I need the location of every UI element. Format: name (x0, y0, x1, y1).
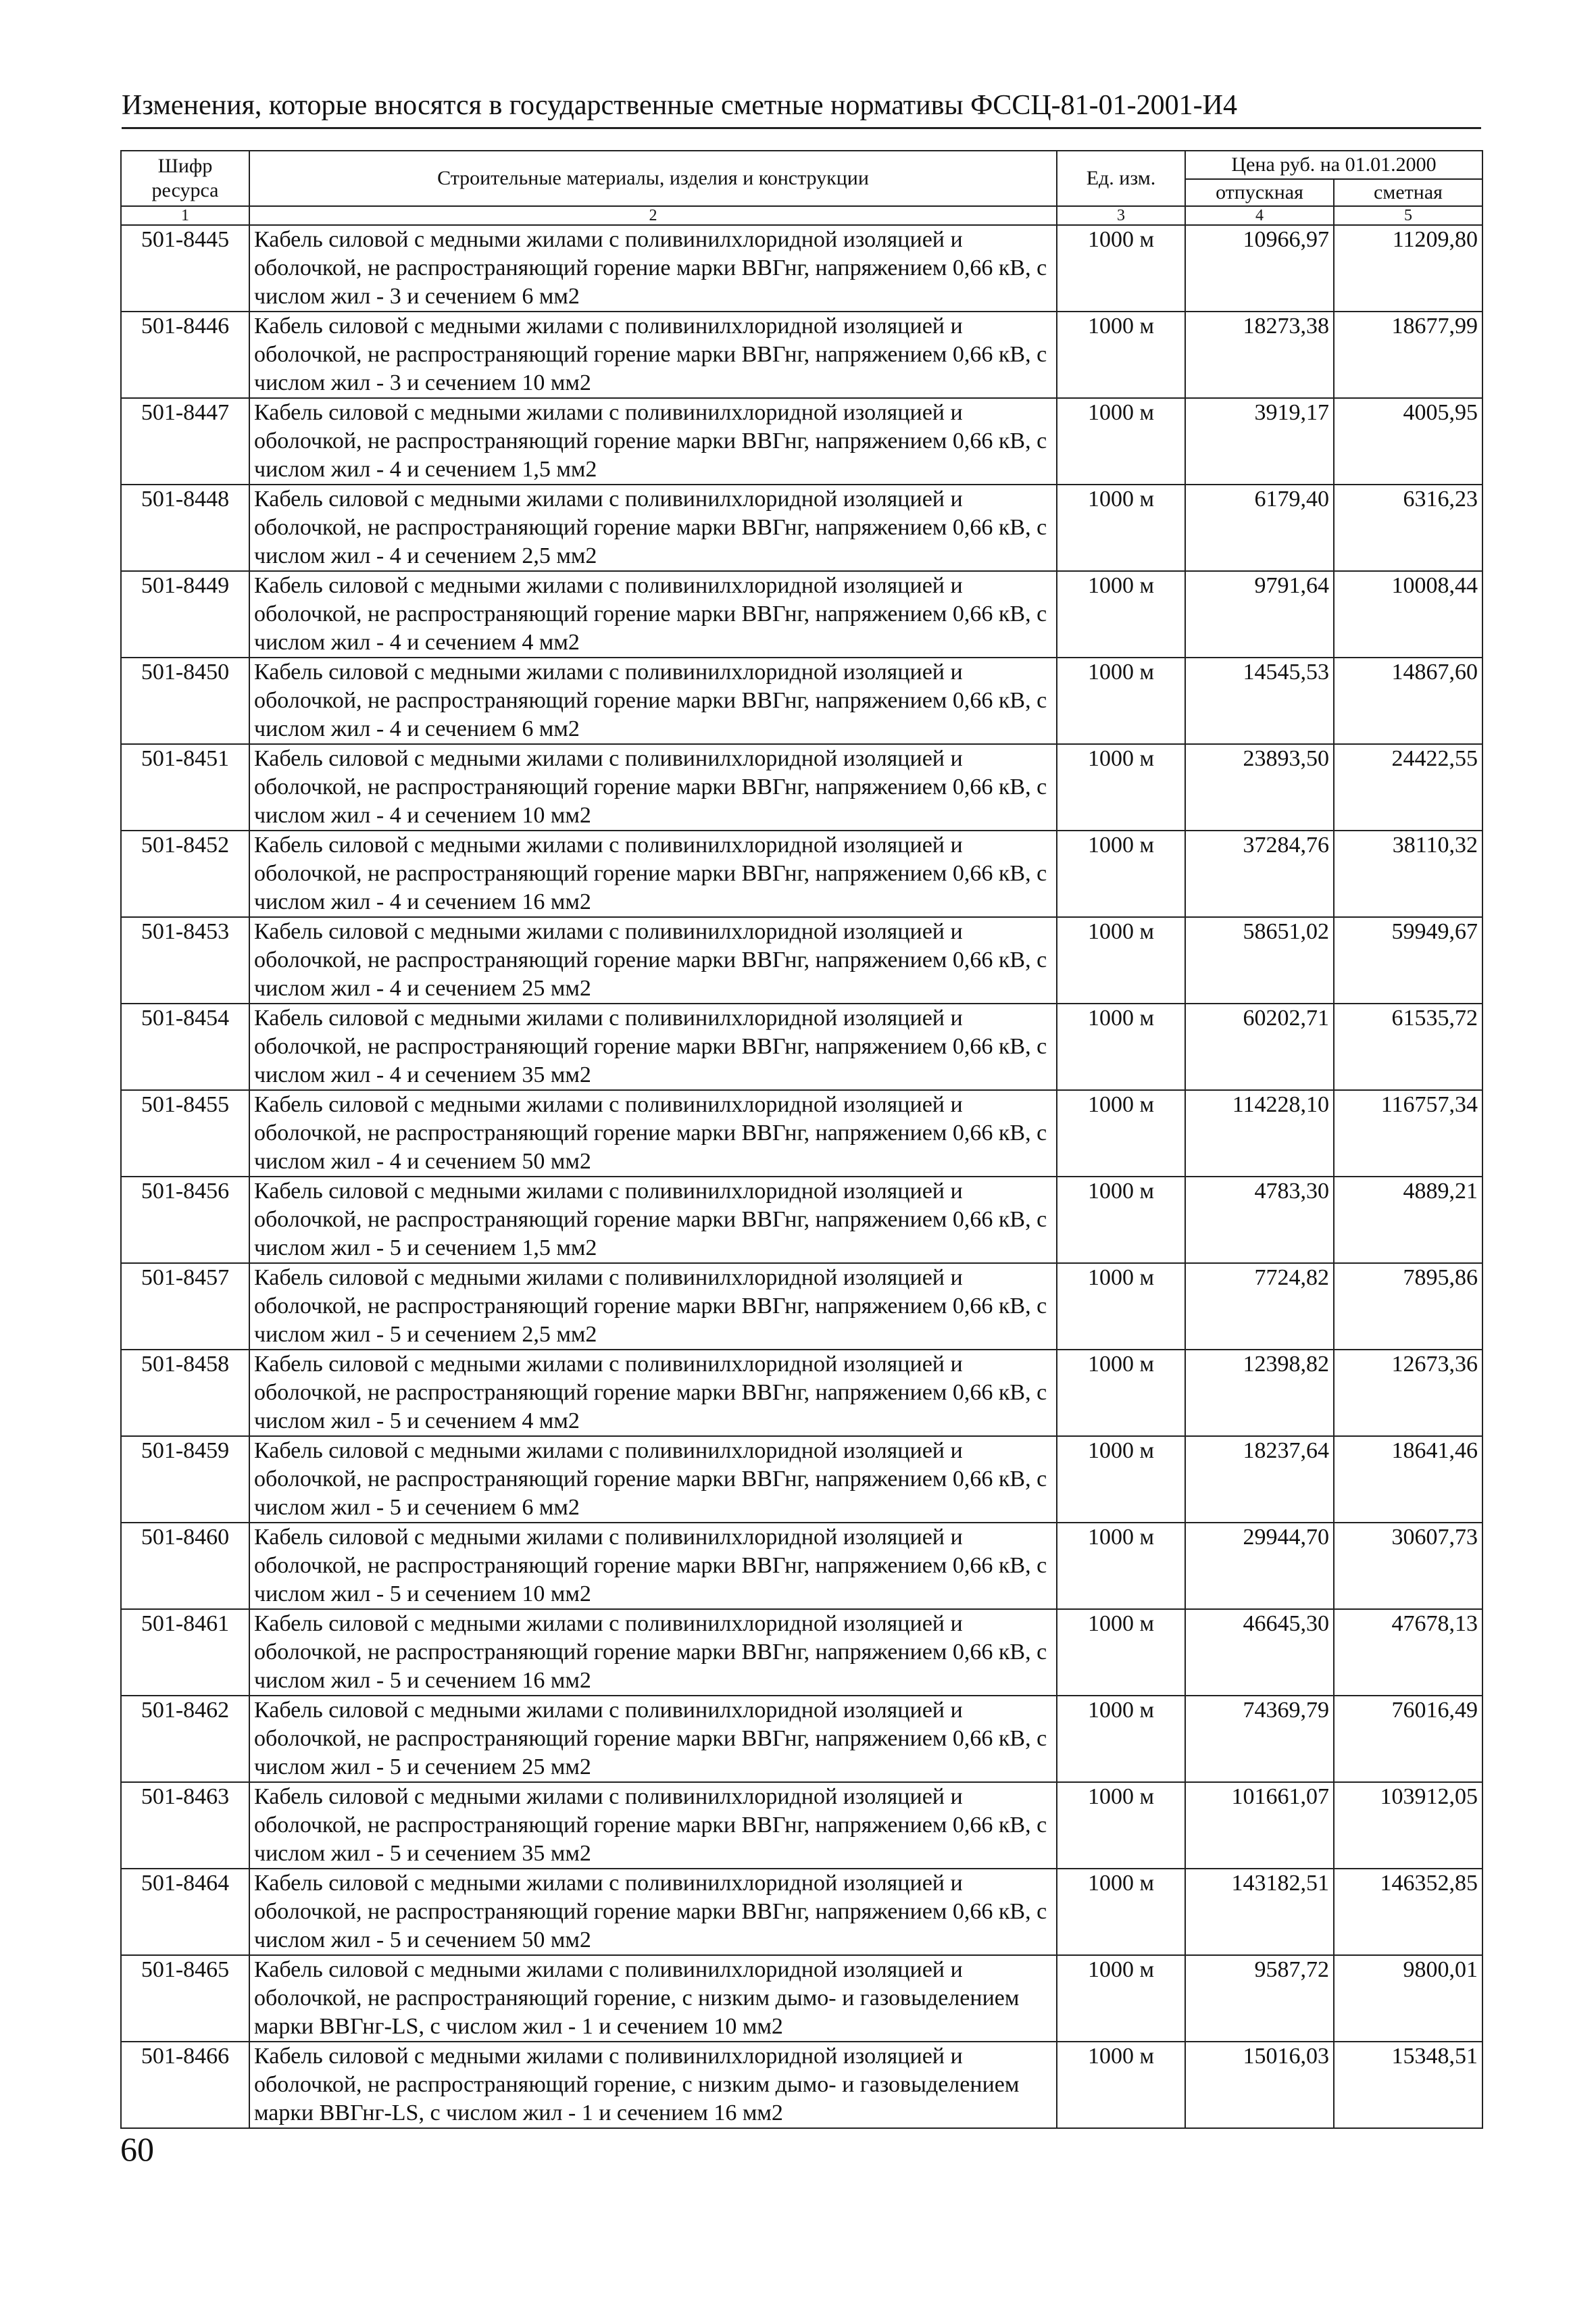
table-body (121, 225, 1482, 2128)
resource-code: 501-8453 (121, 917, 249, 1004)
resource-name: Кабель силовой с медными жилами с поливинилхлоридной изоляцией и оболочкой, не распространяющий горение марки ВВГнг, напряжением 0,66 кВ, с числом жил - 5 и сечением 25 мм2 (249, 1696, 1057, 1782)
estimate-price: 6316,23 (1334, 485, 1482, 571)
resource-name: Кабель силовой с медными жилами с поливинилхлоридной изоляцией и оболочкой, не распространяющий горение марки ВВГнг, напряжением 0,66 кВ, с числом жил - 5 и сечением 2,5 мм2 (249, 1263, 1057, 1350)
estimate-price: 76016,49 (1334, 1696, 1482, 1782)
release-price: 143182,51 (1185, 1869, 1334, 1955)
resource-code: 501-8445 (121, 225, 249, 312)
resource-unit: 1000 м (1057, 312, 1185, 398)
release-price: 18273,38 (1185, 312, 1334, 398)
release-price: 3919,17 (1185, 398, 1334, 485)
resource-unit: 1000 м (1057, 225, 1185, 312)
table-row (121, 312, 1482, 398)
table-row (121, 485, 1482, 571)
col-header-release-price: отпускная (1185, 179, 1334, 206)
resource-unit: 1000 м (1057, 1869, 1185, 1955)
resource-name: Кабель силовой с медными жилами с поливинилхлоридной изоляцией и оболочкой, не распространяющий горение марки ВВГнг, напряжением 0,66 кВ, с числом жил - 5 и сечением 10 мм2 (249, 1523, 1057, 1609)
resource-code: 501-8462 (121, 1696, 249, 1782)
column-number: 3 (1057, 206, 1185, 225)
resource-name: Кабель силовой с медными жилами с поливинилхлоридной изоляцией и оболочкой, не распространяющий горение марки ВВГнг, напряжением 0,66 кВ, с числом жил - 4 и сечением 16 мм2 (249, 831, 1057, 917)
estimate-price: 30607,73 (1334, 1523, 1482, 1609)
estimate-price: 146352,85 (1334, 1869, 1482, 1955)
resource-unit: 1000 м (1057, 1436, 1185, 1523)
col-header-estimate-price: сметная (1334, 179, 1482, 206)
resource-name: Кабель силовой с медными жилами с поливинилхлоридной изоляцией и оболочкой, не распространяющий горение марки ВВГнг, напряжением 0,66 кВ, с числом жил - 5 и сечением 1,5 мм2 (249, 1177, 1057, 1263)
resource-unit: 1000 м (1057, 1263, 1185, 1350)
resource-unit: 1000 м (1057, 1696, 1185, 1782)
table-row (121, 1090, 1482, 1177)
table-row (121, 1869, 1482, 1955)
release-price: 18237,64 (1185, 1436, 1334, 1523)
resource-name: Кабель силовой с медными жилами с поливинилхлоридной изоляцией и оболочкой, не распространяющий горение марки ВВГнг, напряжением 0,66 кВ, с числом жил - 3 и сечением 10 мм2 (249, 312, 1057, 398)
table-row (121, 1609, 1482, 1696)
release-price: 10966,97 (1185, 225, 1334, 312)
release-price: 37284,76 (1185, 831, 1334, 917)
table-row (121, 1436, 1482, 1523)
resource-name: Кабель силовой с медными жилами с поливинилхлоридной изоляцией и оболочкой, не распространяющий горение, с низким дымо- и газовыделением марки ВВГнг-LS, с числом жил - 1 и сечением 10 мм2 (249, 1955, 1057, 2042)
page-number: 60 (120, 2130, 154, 2168)
resource-name: Кабель силовой с медными жилами с поливинилхлоридной изоляцией и оболочкой, не распространяющий горение марки ВВГнг, напряжением 0,66 кВ, с числом жил - 4 и сечением 35 мм2 (249, 1004, 1057, 1090)
estimate-price: 103912,05 (1334, 1782, 1482, 1869)
release-price: 9791,64 (1185, 571, 1334, 658)
resource-code: 501-8463 (121, 1782, 249, 1869)
col-header-code: Шифр ресурса (121, 151, 249, 206)
resource-unit: 1000 м (1057, 1090, 1185, 1177)
release-price: 23893,50 (1185, 744, 1334, 831)
col-header-name: Строительные материалы, изделия и конструкции (249, 151, 1057, 206)
resource-code: 501-8452 (121, 831, 249, 917)
page-header-title: Изменения, которые вносятся в государственные сметные нормативы ФССЦ-81-01-2001-И4 (122, 90, 1237, 121)
resource-unit: 1000 м (1057, 1004, 1185, 1090)
resource-code: 501-8451 (121, 744, 249, 831)
release-price: 14545,53 (1185, 658, 1334, 744)
estimate-price: 10008,44 (1334, 571, 1482, 658)
col-header-price-group: Цена руб. на 01.01.2000 (1185, 151, 1482, 179)
release-price: 15016,03 (1185, 2042, 1334, 2128)
resource-name: Кабель силовой с медными жилами с поливинилхлоридной изоляцией и оболочкой, не распространяющий горение марки ВВГнг, напряжением 0,66 кВ, с числом жил - 4 и сечением 2,5 мм2 (249, 485, 1057, 571)
resource-unit: 1000 м (1057, 1177, 1185, 1263)
resource-name: Кабель силовой с медными жилами с поливинилхлоридной изоляцией и оболочкой, не распространяющий горение марки ВВГнг, напряжением 0,66 кВ, с числом жил - 5 и сечением 35 мм2 (249, 1782, 1057, 1869)
release-price: 46645,30 (1185, 1609, 1334, 1696)
resource-unit: 1000 м (1057, 398, 1185, 485)
release-price: 6179,40 (1185, 485, 1334, 571)
resource-unit: 1000 м (1057, 2042, 1185, 2128)
resource-code: 501-8449 (121, 571, 249, 658)
resource-name: Кабель силовой с медными жилами с поливинилхлоридной изоляцией и оболочкой, не распространяющий горение марки ВВГнг, напряжением 0,66 кВ, с числом жил - 4 и сечением 25 мм2 (249, 917, 1057, 1004)
release-price: 9587,72 (1185, 1955, 1334, 2042)
table-row (121, 831, 1482, 917)
resource-name: Кабель силовой с медными жилами с поливинилхлоридной изоляцией и оболочкой, не распространяющий горение марки ВВГнг, напряжением 0,66 кВ, с числом жил - 4 и сечением 6 мм2 (249, 658, 1057, 744)
estimate-price: 47678,13 (1334, 1609, 1482, 1696)
table-row (121, 2042, 1482, 2128)
resource-name: Кабель силовой с медными жилами с поливинилхлоридной изоляцией и оболочкой, не распространяющий горение, с низким дымо- и газовыделением марки ВВГнг-LS, с числом жил - 1 и сечением 16 мм2 (249, 2042, 1057, 2128)
resource-name: Кабель силовой с медными жилами с поливинилхлоридной изоляцией и оболочкой, не распространяющий горение марки ВВГнг, напряжением 0,66 кВ, с числом жил - 4 и сечением 50 мм2 (249, 1090, 1057, 1177)
table-row (121, 1004, 1482, 1090)
header-rule (122, 127, 1481, 129)
release-price: 4783,30 (1185, 1177, 1334, 1263)
table-row (121, 1782, 1482, 1869)
estimate-price: 38110,32 (1334, 831, 1482, 917)
estimate-price: 61535,72 (1334, 1004, 1482, 1090)
resource-unit: 1000 м (1057, 485, 1185, 571)
resource-name: Кабель силовой с медными жилами с поливинилхлоридной изоляцией и оболочкой, не распространяющий горение марки ВВГнг, напряжением 0,66 кВ, с числом жил - 5 и сечением 4 мм2 (249, 1350, 1057, 1436)
table-header (121, 151, 1482, 225)
resource-code: 501-8465 (121, 1955, 249, 2042)
estimate-price: 18677,99 (1334, 312, 1482, 398)
resource-code: 501-8461 (121, 1609, 249, 1696)
estimate-price: 59949,67 (1334, 917, 1482, 1004)
release-price: 114228,10 (1185, 1090, 1334, 1177)
estimate-price: 4889,21 (1334, 1177, 1482, 1263)
resource-code: 501-8455 (121, 1090, 249, 1177)
release-price: 12398,82 (1185, 1350, 1334, 1436)
resources-table (120, 150, 1483, 2129)
column-number: 5 (1334, 206, 1482, 225)
table-row (121, 658, 1482, 744)
estimate-price: 9800,01 (1334, 1955, 1482, 2042)
col-header-unit: Ед. изм. (1057, 151, 1185, 206)
estimate-price: 24422,55 (1334, 744, 1482, 831)
column-numbers-row (121, 206, 1482, 225)
release-price: 101661,07 (1185, 1782, 1334, 1869)
estimate-price: 11209,80 (1334, 225, 1482, 312)
release-price: 29944,70 (1185, 1523, 1334, 1609)
resource-code: 501-8448 (121, 485, 249, 571)
table-row (121, 744, 1482, 831)
resource-unit: 1000 м (1057, 831, 1185, 917)
resource-code: 501-8457 (121, 1263, 249, 1350)
resource-code: 501-8466 (121, 2042, 249, 2128)
resource-name: Кабель силовой с медными жилами с поливинилхлоридной изоляцией и оболочкой, не распространяющий горение марки ВВГнг, напряжением 0,66 кВ, с числом жил - 4 и сечением 10 мм2 (249, 744, 1057, 831)
estimate-price: 7895,86 (1334, 1263, 1482, 1350)
table-row (121, 571, 1482, 658)
column-number: 4 (1185, 206, 1334, 225)
table-row (121, 1350, 1482, 1436)
estimate-price: 15348,51 (1334, 2042, 1482, 2128)
table-row (121, 1955, 1482, 2042)
resource-unit: 1000 м (1057, 744, 1185, 831)
column-number: 2 (249, 206, 1057, 225)
resource-unit: 1000 м (1057, 571, 1185, 658)
resource-unit: 1000 м (1057, 1523, 1185, 1609)
resource-code: 501-8459 (121, 1436, 249, 1523)
resource-name: Кабель силовой с медными жилами с поливинилхлоридной изоляцией и оболочкой, не распространяющий горение марки ВВГнг, напряжением 0,66 кВ, с числом жил - 4 и сечением 4 мм2 (249, 571, 1057, 658)
resource-code: 501-8454 (121, 1004, 249, 1090)
resource-unit: 1000 м (1057, 1609, 1185, 1696)
resource-name: Кабель силовой с медными жилами с поливинилхлоридной изоляцией и оболочкой, не распространяющий горение марки ВВГнг, напряжением 0,66 кВ, с числом жил - 4 и сечением 1,5 мм2 (249, 398, 1057, 485)
resource-unit: 1000 м (1057, 1350, 1185, 1436)
resource-unit: 1000 м (1057, 1782, 1185, 1869)
resource-unit: 1000 м (1057, 917, 1185, 1004)
table-row (121, 917, 1482, 1004)
release-price: 7724,82 (1185, 1263, 1334, 1350)
resource-name: Кабель силовой с медными жилами с поливинилхлоридной изоляцией и оболочкой, не распространяющий горение марки ВВГнг, напряжением 0,66 кВ, с числом жил - 5 и сечением 6 мм2 (249, 1436, 1057, 1523)
resource-code: 501-8447 (121, 398, 249, 485)
resource-unit: 1000 м (1057, 658, 1185, 744)
resource-code: 501-8460 (121, 1523, 249, 1609)
resource-code: 501-8450 (121, 658, 249, 744)
release-price: 74369,79 (1185, 1696, 1334, 1782)
release-price: 60202,71 (1185, 1004, 1334, 1090)
resource-code: 501-8446 (121, 312, 249, 398)
estimate-price: 12673,36 (1334, 1350, 1482, 1436)
resource-code: 501-8458 (121, 1350, 249, 1436)
estimate-price: 18641,46 (1334, 1436, 1482, 1523)
estimate-price: 116757,34 (1334, 1090, 1482, 1177)
table-row (121, 225, 1482, 312)
table-row (121, 398, 1482, 485)
table-row (121, 1523, 1482, 1609)
resource-code: 501-8464 (121, 1869, 249, 1955)
table-row (121, 1177, 1482, 1263)
resource-name: Кабель силовой с медными жилами с поливинилхлоридной изоляцией и оболочкой, не распространяющий горение марки ВВГнг, напряжением 0,66 кВ, с числом жил - 3 и сечением 6 мм2 (249, 225, 1057, 312)
resource-unit: 1000 м (1057, 1955, 1185, 2042)
estimate-price: 4005,95 (1334, 398, 1482, 485)
resource-code: 501-8456 (121, 1177, 249, 1263)
release-price: 58651,02 (1185, 917, 1334, 1004)
estimate-price: 14867,60 (1334, 658, 1482, 744)
resource-name: Кабель силовой с медными жилами с поливинилхлоридной изоляцией и оболочкой, не распространяющий горение марки ВВГнг, напряжением 0,66 кВ, с числом жил - 5 и сечением 50 мм2 (249, 1869, 1057, 1955)
table-row (121, 1696, 1482, 1782)
column-number: 1 (121, 206, 249, 225)
resource-name: Кабель силовой с медными жилами с поливинилхлоридной изоляцией и оболочкой, не распространяющий горение марки ВВГнг, напряжением 0,66 кВ, с числом жил - 5 и сечением 16 мм2 (249, 1609, 1057, 1696)
table-row (121, 1263, 1482, 1350)
